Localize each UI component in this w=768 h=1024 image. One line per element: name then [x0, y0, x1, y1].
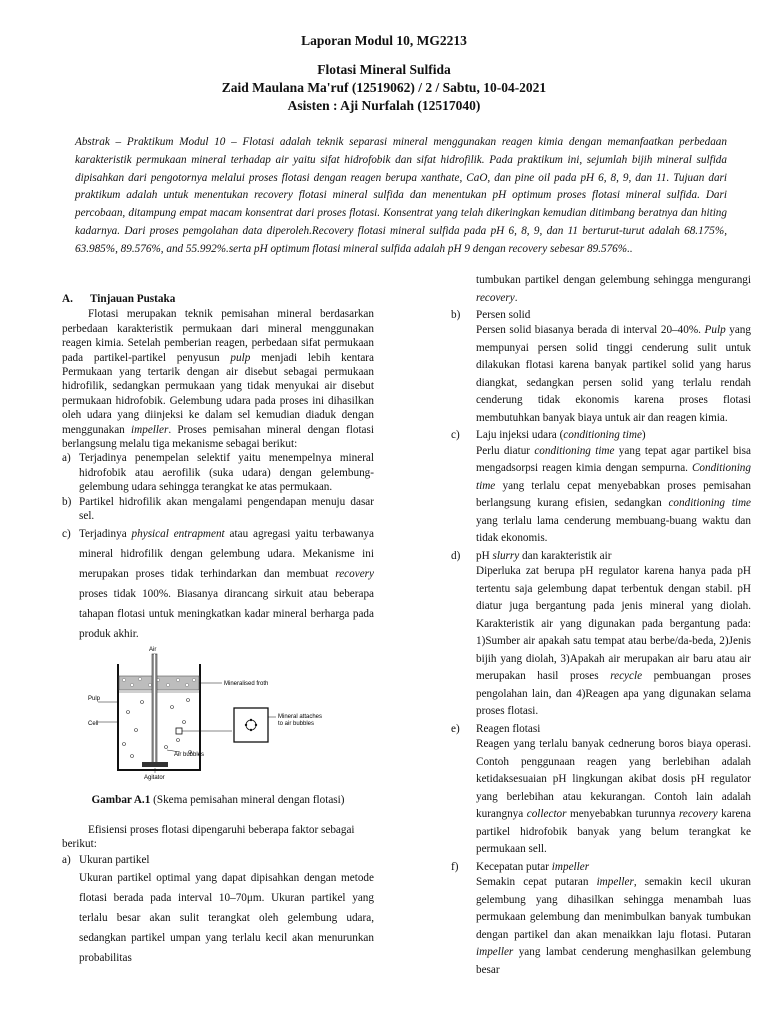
- factor-a-title: Ukuran partikel: [79, 854, 150, 867]
- section-label: A.: [62, 293, 73, 305]
- factor-f: f) Kecepatan putar impeller Semakin cepat putaran impeller, semakin kecil ukuran gelembung yang dihasilkan sehingga menambah luas permukaan gelembung dan menimbulkan banyak tumbukan dengan partikel dan akan menaikkan laju flotasi. Putaran impeller yang lambat cenderung menghasilkan gelembung besar: [451, 860, 752, 976]
- flotation-cell-figure: [88, 646, 342, 781]
- agitator-label: Agitator: [144, 774, 165, 781]
- section-heading: [62, 292, 374, 306]
- intro-paragraph: Flotasi merupakan teknik pemisahan mineral berdasarkan perbedaan karakteristik permukaan dari mineral menggunakan reagen kimia. Setelah pemberian reagen, perbedaan sifat permukaan pada partikel-partikel penyusun pulp menjadi lebih kentara Permukaan yang tertarik dengan air disebut sebagai permukaan hidrofilik, sedangkan permukaan yang tidak menyukai air disebut permukaan hidrofobik. Gelembung udara pada proses ini dihasilkan oleh udara yang diinjeksi ke dalam sel kemudian diaduk dengan menggunakan impeller. Proses pemisahan mineral dengan flotasi berlangsung melalu tiga mekanisme sebagai berikut:: [62, 308, 374, 451]
- factor-d: d) pH slurry dan karakteristik air Diperluka zat berupa pH regulator karena hanya pada pH tertentu saja gelembung dapat terbentuk dengan stabil. pH diatur juga bergantung pada jenis mineral yang diolah. Karakteristik air yang digunakan pada bergantung pada: 1)Sumber air apakah satu tempat atau berbe/da-beda, 2)Jenis bijih yang diolah, 3)Apakah air merupakan air baru atau air merupakan hasil proses recycle pembuangan proses pengolahan lain, dan 4)Reagen apa yang digunakan selama proses flotasi.: [451, 549, 751, 718]
- mechanism-b: b) Partikel hidrofilik akan mengalami pengendapan menuju dasar sel.: [62, 495, 374, 523]
- mechanism-a: a) Terjadinya penempelan selektif yaitu menempelnya mineral hidrofobik atau aerofilik (suka udara) dengan gelembung-gelembung udara sehingga terangkat ke atas permukaan.: [62, 452, 374, 494]
- attach-label-1: Mineral attaches: [278, 713, 323, 720]
- factor-e: e) Reagen flotasi Reagen yang terlalu banyak cednerung boros biaya operasi. Contoh penggunaan reagen yang berlebihan adalah ketidaksesuaian pH lingkungan akibat dosis pH regulator yang berlebihan atau kekurangan. Contoh lain adalah kurangnya collector menyebabkan turunnya recovery karena partikel hidrofobik banyak yang belum terangkat ke permukaan sell.: [451, 722, 751, 856]
- factor-a-body: Ukuran partikel optimal yang dapat dipisahkan dengan metode flotasi berada pada interval 10–70μm. Ukuran partikel yang terlalu besar akan sulit terangkat oleh gelembung udara, sedangkan partikel umpan yang terlalu kecil akan menurunkan probabilitas: [79, 871, 374, 964]
- air-label: Air: [149, 646, 157, 653]
- flotation-cell-diagram: [88, 646, 342, 781]
- abstract: Abstrak – Praktikum Modul 10 – Flotasi adalah teknik separasi mineral menggunakan reagen kimia dengan memanfaatkan perbedaan karakteristik permukaan mineral terhadap air yaitu sifat hidrofobik dan sifat hidrofilik. Pada praktikum ini, sejumlah bijih mineral sulfida dipisahkan dari pengotornya melalui proses flotasi dengan reagen berupa xanthate, CaO, dan pine oil pada pH 6, 8, 9, dan 11. Tujuan dari praktikum adalah untuk menentukan recovery flotasi mineral sulfida dan menentukan pH optimum proses flotasi mineral sulfida. Dari percobaan, ditampung empat macam konsentrat dari proses flotasi. Konsentrat yang telah dikeringkan kemudian ditimbang beratnya dan hiting kadarnya. Dari proses pemgolahan data diperoleh.Recovery flotasi mineral sulfida pada pH 6, 8, 9, dan 11 berturut-turut adalah 68.175%, 63.985%, 89.576%, and 55.992%.serta pH optimum flotasi mineral sulfida adalah pH 9 dengan recovery sebesar 89.576%..: [75, 136, 727, 255]
- section-title: Tinjauan Pustaka: [90, 293, 176, 305]
- factor-c: c) Laju injeksi udara (conditioning time) Perlu diatur conditioning time yang tepat agar partikel bisa mengadsorpsi reagen kimia dengan sempurna. Conditioning time yang terlalu cepat menyebabkan proses pemisahan berlangsung kurang efisien, sedangkan conditioning time yang terlalu lama cenderung membuang-buang waktu dan tidak ekonomis.: [451, 429, 751, 545]
- factor-a-continued: tumbukan partikel dengan gelembung sehingga mengurangi recovery.: [476, 274, 751, 304]
- efficiency-paragraph: Efisiensi proses flotasi dipengaruhi beberapa faktor sebagai berikut:: [62, 823, 355, 850]
- mechanism-c: c) Terjadinya physical entrapment atau agregasi yaitu terbawanya mineral hidrofilik dengan gelembung udara. Mekanisme ini merupakan proses tidak terhindarkan dan membuat recovery proses tidak 100%. Biasanya dirancang sirkuit atau beberapa tahapan flotasi untuk meningkatkan kadar mineral berharga pada produk akhir.: [62, 527, 374, 640]
- assistant-line: Asisten : Aji Nurfalah (12517040): [287, 98, 481, 113]
- bubbles-label: Air bubbles: [174, 751, 205, 758]
- cell-label: Cell: [88, 720, 99, 727]
- left-column: [62, 292, 374, 968]
- right-column: [451, 272, 751, 979]
- author-line: Zaid Maulana Ma'ruf (12519062) / 2 / Sabtu, 10-04-2021: [221, 80, 547, 95]
- factor-a: a) Ukuran partikel Ukuran partikel optimal yang dapat dipisahkan dengan metode flotasi berada pada interval 10–70μm. Ukuran partikel yang terlalu besar akan sulit terangkat oleh gelembung udara, sedangkan partikel umpan yang terlalu kecil akan menurunkan probabilitas: [62, 853, 374, 967]
- froth-label: Mineralised froth: [224, 680, 269, 687]
- factor-b: b) Persen solid Persen solid biasanya berada di interval 20–40%. Pulp yang mempunyai persen solid tinggi cenderung sulit untuk dilakukan flotasi karena banyak partikel solid yang harus diangkat, sedangkan persen solid yang terlalu rendah cenderung tidak ekonomis karena proses flotasi membutuhkan banyak biaya untuk air dan reagen kimia.: [451, 309, 751, 424]
- attach-label-2: to air bubbles: [278, 720, 315, 727]
- pulp-label: Pulp: [88, 695, 101, 702]
- paper-title: Flotasi Mineral Sulfida: [317, 62, 451, 77]
- figure-caption: Gambar A.1 (Skema pemisahan mineral dengan flotasi): [91, 793, 345, 806]
- report-title: Laporan Modul 10, MG2213: [301, 33, 467, 48]
